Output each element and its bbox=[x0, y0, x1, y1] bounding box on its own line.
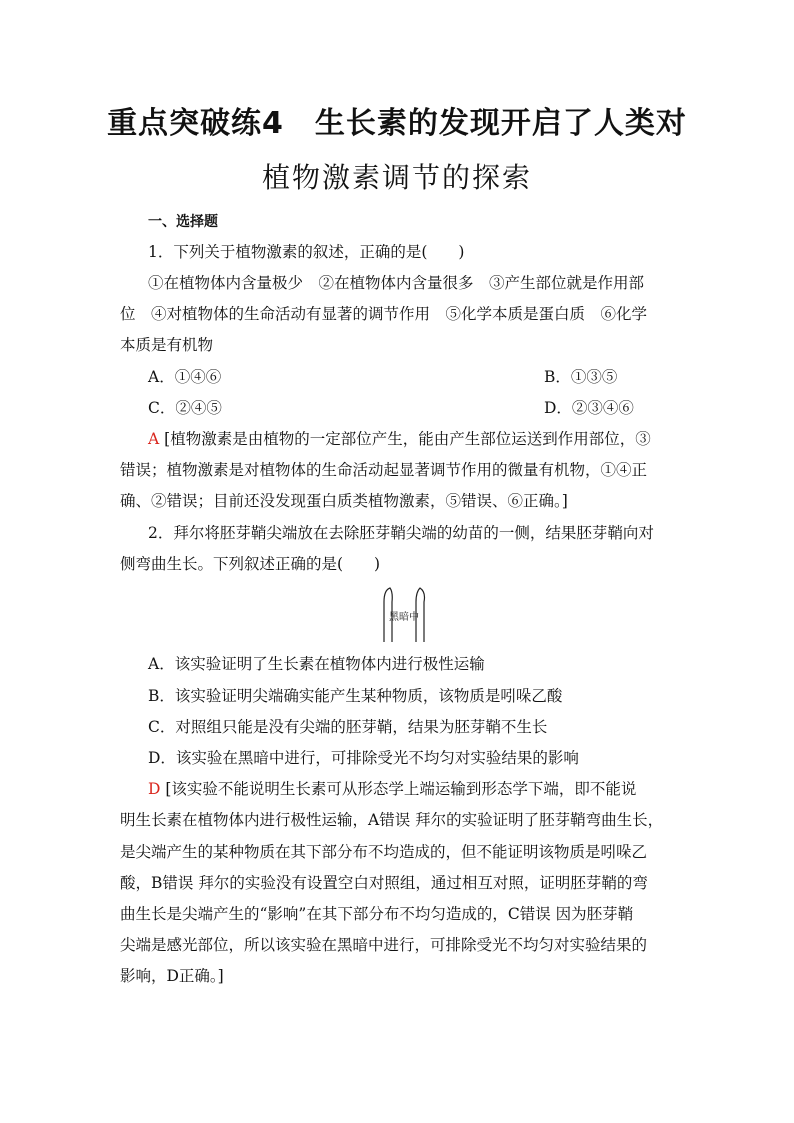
coleoptile-figure bbox=[372, 586, 436, 644]
q2-choice-a: A．该实验证明了生长素在植物体内进行极性运输 bbox=[148, 655, 485, 673]
q2-choice-c: C．对照组只能是没有尖端的胚芽鞘，结果为胚芽鞘不生长 bbox=[148, 718, 548, 736]
q1-options-line2: 位 ④对植物体的生命活动有显著的调节作用 ⑤化学本质是蛋白质 ⑥化学 bbox=[120, 305, 648, 323]
q2-stem-line2: 侧弯曲生长。下列叙述正确的是( ) bbox=[120, 555, 381, 573]
coleoptile-diagram bbox=[372, 586, 436, 644]
q1-explanation-line3: 确、②错误；目前还没发现蛋白质类植物激素，⑤错误、⑥正确。] bbox=[120, 492, 568, 510]
q2-answer: D bbox=[148, 780, 161, 798]
q2-stem-line1: 2．拜尔将胚芽鞘尖端放在去除胚芽鞘尖端的幼苗的一侧，结果胚芽鞘向对 bbox=[148, 524, 654, 542]
q2-explanation-line2: 明生长素在植物体内进行极性运输，A错误 拜尔的实验证明了胚芽鞘弯曲生长， bbox=[120, 811, 664, 829]
q2-explanation-line4: 酸，B错误 拜尔的实验没有设置空白对照组，通过相互对照，证明胚芽鞘的弯 bbox=[120, 874, 648, 892]
page-title-line2: 植物激素调节的探索 bbox=[261, 161, 532, 194]
q1-choice-c: C．②④⑤ bbox=[148, 399, 222, 417]
q1-explanation-line1: A [植物激素是由植物的一定部位产生，能由产生部位运送到作用部位，③ bbox=[148, 430, 651, 448]
q1-choice-row1 bbox=[148, 367, 704, 387]
q1-choice-d: D．②③④⑥ bbox=[544, 399, 634, 417]
q2-choice-b: B．该实验证明尖端确实能产生某种物质，该物质是吲哚乙酸 bbox=[148, 687, 563, 705]
q2-explanation-line6: 尖端是感光部位，所以该实验在黑暗中进行，可排除受光不均匀对实验结果的 bbox=[120, 936, 648, 954]
q1-stem: 1．下列关于植物激素的叙述，正确的是( ) bbox=[148, 243, 465, 261]
q1-choice-row2 bbox=[148, 398, 704, 418]
q1-options-line1: ①在植物体内含量极少 ②在植物体内含量很多 ③产生部位就是作用部 bbox=[148, 274, 645, 292]
q1-choice-a: A．①④⑥ bbox=[148, 368, 222, 386]
q2-explanation-line7: 影响，D正确。] bbox=[120, 967, 224, 985]
q2-explanation-line3: 是尖端产生的某种物质在其下部分布不均造成的，但不能证明该物质是吲哚乙 bbox=[120, 843, 648, 861]
q1-choice-b: B．①③⑤ bbox=[544, 368, 618, 386]
q2-choice-d: D．该实验在黑暗中进行，可排除受光不均匀对实验结果的影响 bbox=[148, 749, 579, 767]
q1-answer: A bbox=[148, 430, 160, 448]
q1-explanation-line2: 错误；植物激素是对植物体的生命活动起显著调节作用的微量有机物，①④正 bbox=[120, 461, 648, 479]
q1-options-line3: 本质是有机物 bbox=[120, 336, 214, 354]
page-title-line1: 重点突破练4 生长素的发现开启了人类对 bbox=[107, 106, 687, 141]
figure-label: 黑暗中 bbox=[389, 612, 419, 623]
q2-explanation-line5: 曲生长是尖端产生的“影响”在其下部分布不均匀造成的，C错误 因为胚芽鞘 bbox=[120, 905, 634, 923]
section-heading: 一、选择题 bbox=[148, 214, 218, 230]
q2-explanation-line1: D [该实验不能说明生长素可从形态学上端运输到形态学下端，即不能说 bbox=[148, 780, 637, 798]
